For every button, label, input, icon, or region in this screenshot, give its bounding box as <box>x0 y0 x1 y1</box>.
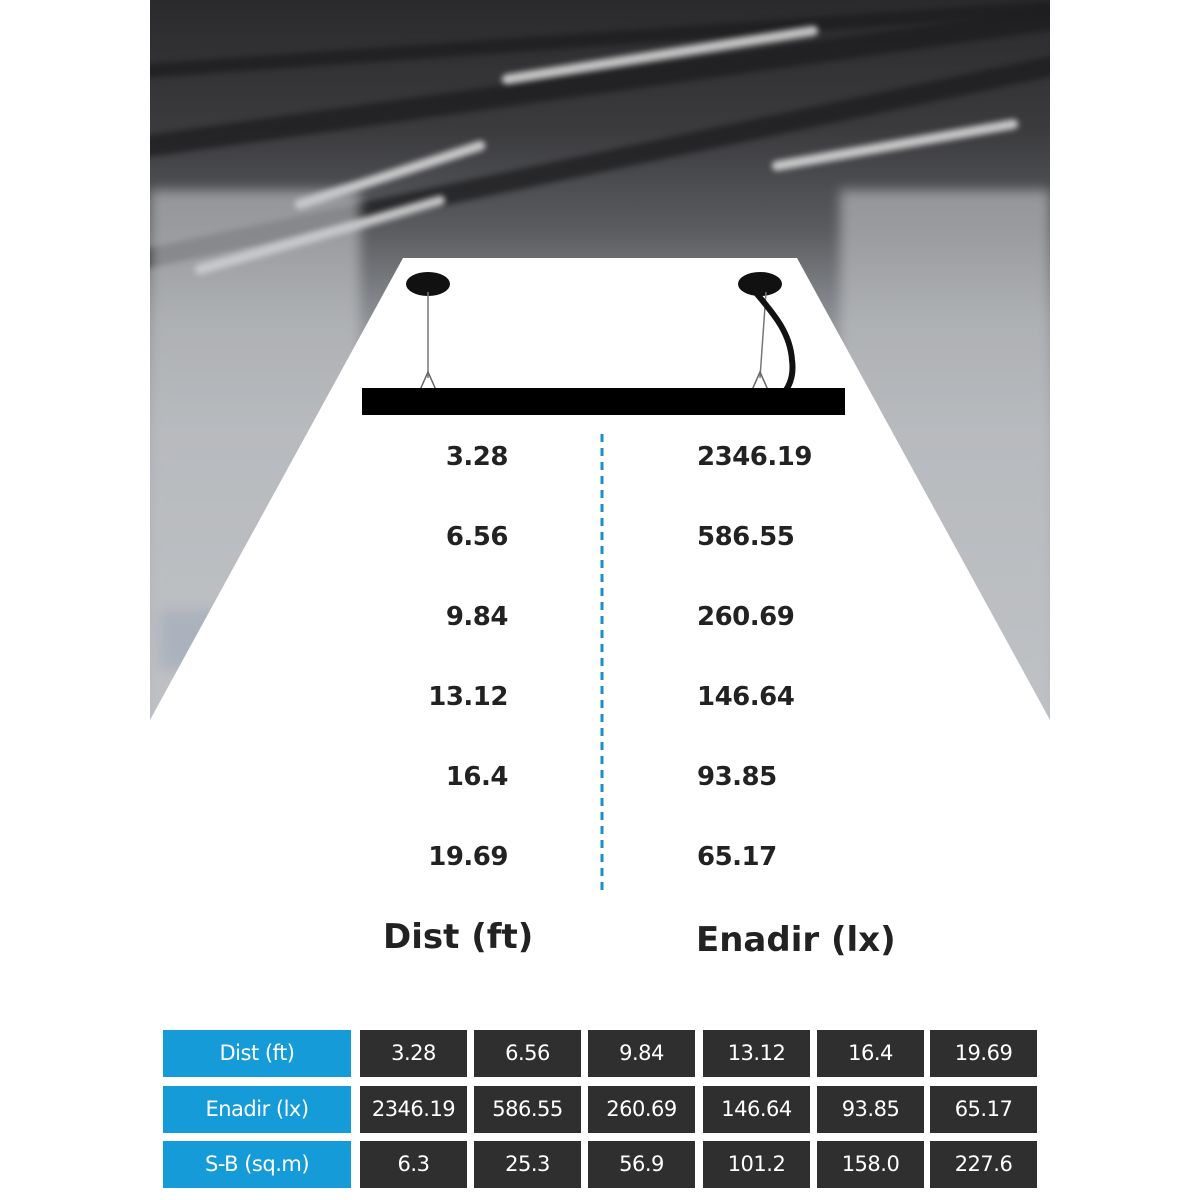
table-cell-sb-3: 56.9 <box>588 1141 695 1188</box>
dist-value-4: 13.12 <box>428 682 508 712</box>
row-header-sb: S-B (sq.m) <box>163 1141 351 1188</box>
row-header-dist: Dist (ft) <box>163 1030 351 1077</box>
dist-value-1: 3.28 <box>445 442 508 472</box>
table-cell-sb-2: 25.3 <box>474 1141 581 1188</box>
table-cell-sb-4: 101.2 <box>703 1141 810 1188</box>
dist-value-3: 9.84 <box>445 602 508 632</box>
table-cell-sb-5: 158.0 <box>817 1141 924 1188</box>
table-cell-enadir-5: 93.85 <box>817 1086 924 1133</box>
table-cell-enadir-1: 2346.19 <box>360 1086 467 1133</box>
table-cell-enadir-3: 260.69 <box>588 1086 695 1133</box>
enadir-axis-title: Enadir (lx) <box>696 920 896 960</box>
enadir-value-6: 65.17 <box>697 842 777 872</box>
row-header-enadir: Enadir (lx) <box>163 1086 351 1133</box>
dist-axis-title: Dist (ft) <box>383 917 534 957</box>
linear-fixture-bar <box>362 388 845 415</box>
table-cell-dist-4: 13.12 <box>703 1030 810 1077</box>
table-cell-dist-5: 16.4 <box>817 1030 924 1077</box>
enadir-value-2: 586.55 <box>697 522 795 552</box>
dist-value-6: 19.69 <box>428 842 508 872</box>
table-cell-dist-1: 3.28 <box>360 1030 467 1077</box>
table-cell-sb-1: 6.3 <box>360 1141 467 1188</box>
table-cell-enadir-2: 586.55 <box>474 1086 581 1133</box>
table-cell-dist-6: 19.69 <box>930 1030 1037 1077</box>
table-cell-enadir-6: 65.17 <box>930 1086 1037 1133</box>
right-canopy-icon <box>738 272 782 296</box>
enadir-value-1: 2346.19 <box>697 442 812 472</box>
enadir-value-4: 146.64 <box>697 682 795 712</box>
table-cell-enadir-4: 146.64 <box>703 1086 810 1133</box>
dist-value-2: 6.56 <box>445 522 508 552</box>
dist-value-5: 16.4 <box>445 762 508 792</box>
table-cell-dist-2: 6.56 <box>474 1030 581 1077</box>
enadir-value-5: 93.85 <box>697 762 777 792</box>
table-cell-dist-3: 9.84 <box>588 1030 695 1077</box>
enadir-value-3: 260.69 <box>697 602 795 632</box>
table-cell-sb-6: 227.6 <box>930 1141 1037 1188</box>
